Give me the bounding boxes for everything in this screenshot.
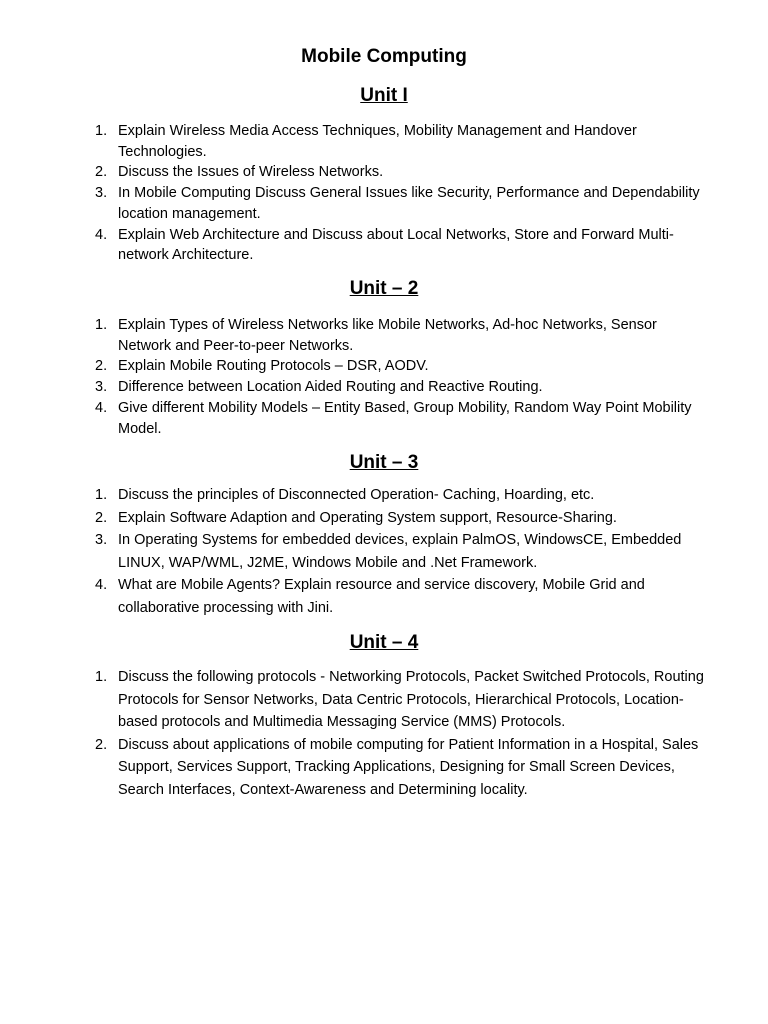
question-item [0, 529, 768, 574]
unit-3-heading: Unit – 3 [349, 452, 419, 473]
question-text: Difference between Location Aided Routing and Reactive Routing. [118, 379, 543, 396]
question-item [0, 315, 768, 356]
question-text: Explain Mobile Routing Protocols – DSR, AODV. [118, 358, 429, 375]
question-item [0, 574, 768, 619]
question-text: Discuss the following protocols - Networking Protocols, Packet Switched Protocols, Routing Protocols for Sensor Networks, Data Centric Protocols, Hierarchical Protocols, Location-based protocols and Multimedia Messaging Service (MMS) Protocols. [118, 669, 704, 730]
unit-4-heading: Unit – 4 [349, 632, 419, 653]
question-text: In Operating Systems for embedded devices, explain PalmOS, WindowsCE, Embedded LINUX, WAP/WML, J2ME, Windows Mobile and .Net Framework. [118, 532, 682, 571]
question-text: Discuss the principles of Disconnected Operation- Caching, Hoarding, etc. [118, 487, 595, 503]
question-number: 2. [95, 509, 108, 526]
question-text: Explain Types of Wireless Networks like Mobile Networks, Ad-hoc Networks, Sensor Network and Peer-to-peer Networks. [118, 317, 657, 354]
question-item [0, 666, 768, 734]
question-item [0, 398, 768, 439]
question-item [0, 484, 768, 507]
question-item [0, 225, 768, 266]
question-number: 4. [95, 399, 108, 416]
question-number: 2. [95, 358, 108, 375]
question-text: What are Mobile Agents? Explain resource and service discovery, Mobile Grid and collaborative processing with Jini. [118, 577, 645, 616]
question-text: Explain Wireless Media Access Techniques, Mobility Management and Handover Technologies. [118, 123, 637, 160]
unit-1-question-list [0, 121, 768, 266]
unit-3-question-list [0, 484, 768, 619]
question-text: Give different Mobility Models – Entity Based, Group Mobility, Random Way Point Mobility Model. [118, 399, 692, 437]
question-text: In Mobile Computing Discuss General Issues like Security, Performance and Dependability location management. [118, 185, 700, 222]
question-number: 1. [95, 123, 108, 139]
question-text: Explain Software Adaption and Operating System support, Resource-Sharing. [118, 509, 617, 526]
question-number: 4. [95, 226, 108, 243]
question-item [0, 162, 768, 183]
question-number: 2. [95, 164, 108, 181]
question-number: 3. [95, 379, 108, 396]
question-number: 2. [95, 736, 108, 753]
question-item [0, 734, 768, 802]
question-item [0, 507, 768, 530]
unit-1-heading: Unit I [360, 85, 408, 106]
question-number: 1. [95, 669, 108, 685]
question-number: 1. [95, 317, 108, 333]
question-text: Explain Web Architecture and Discuss about Local Networks, Store and Forward Multi-network Architecture. [118, 226, 674, 264]
question-text: Discuss the Issues of Wireless Networks. [118, 164, 384, 181]
unit-2-question-list [0, 315, 768, 439]
question-number: 3. [95, 532, 108, 548]
unit-2-heading: Unit – 2 [349, 278, 419, 299]
question-number: 1. [95, 487, 108, 503]
question-item [0, 377, 768, 398]
question-number: 4. [95, 577, 108, 593]
question-text: Discuss about applications of mobile computing for Patient Information in a Hospital, Sales Support, Services Support, Tracking Applications, Designing for Small Screen Devices, Search Interfaces, Context-Awareness and Determining locality. [118, 736, 699, 798]
question-item [0, 356, 768, 377]
unit-4-question-list [0, 666, 768, 801]
question-item [0, 121, 768, 162]
question-item [0, 183, 768, 224]
question-number: 3. [95, 185, 108, 202]
document-title: Mobile Computing [301, 46, 467, 67]
